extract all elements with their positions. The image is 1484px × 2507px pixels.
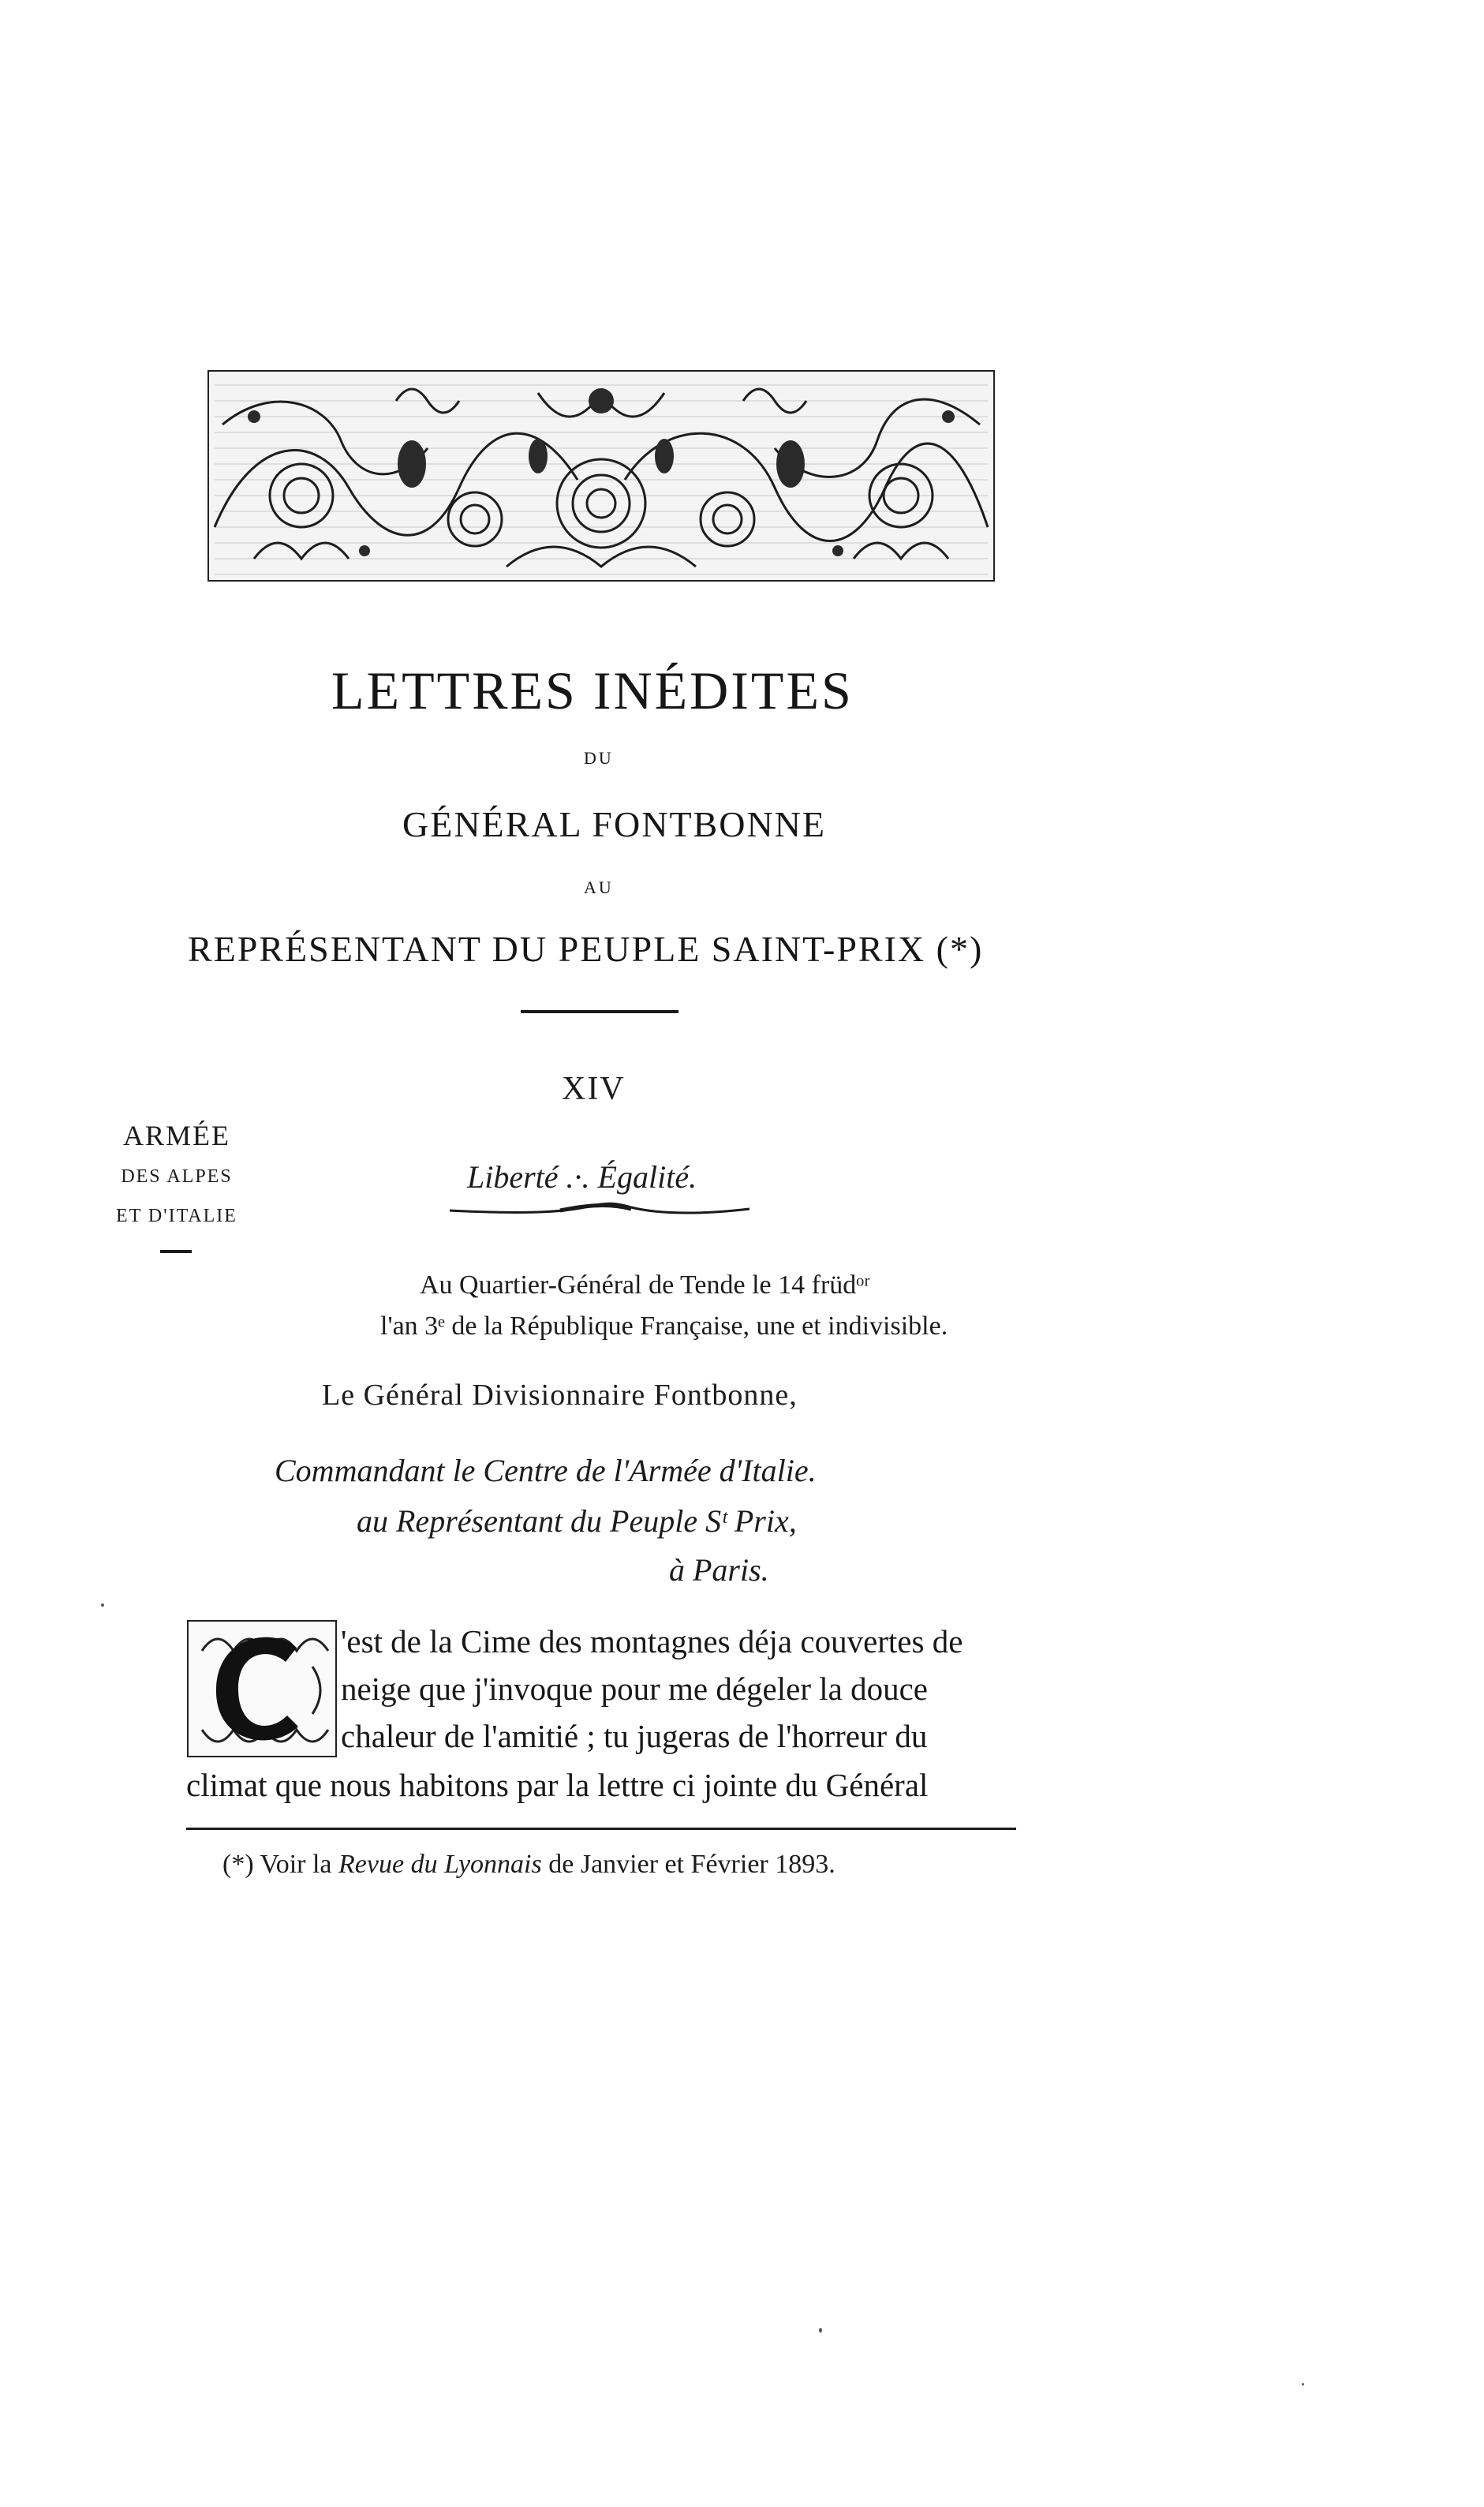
margin-note-line1: ARMÉE bbox=[123, 1120, 230, 1151]
dateline-year: l'an 3ᵉ de la République Française, une et indivisible. bbox=[380, 1311, 948, 1341]
motto-swash-ornament bbox=[442, 1196, 757, 1223]
footnote-journal: Revue du Lyonnais bbox=[338, 1850, 542, 1879]
motto: Liberté .·. Égalité. bbox=[467, 1159, 697, 1195]
margin-note-line3: ET D'ITALIE bbox=[116, 1206, 237, 1226]
title-general: GÉNÉRAL FONTBONNE bbox=[402, 804, 826, 844]
footnote-prefix: Voir la bbox=[260, 1850, 332, 1879]
body-line-4: climat que nous habitons par la lettre ci jointe du Général bbox=[186, 1767, 929, 1803]
title-divider-rule bbox=[521, 1010, 678, 1013]
page-title: LETTRES INÉDITES bbox=[331, 660, 854, 720]
section-number: XIV bbox=[562, 1071, 626, 1107]
footnote bbox=[222, 1850, 835, 1880]
footnote-rule bbox=[186, 1828, 1016, 1830]
margin-note-line2: DES ALPES bbox=[121, 1166, 233, 1187]
scan-speck bbox=[1302, 2383, 1304, 2385]
footnote-marker: (*) bbox=[222, 1850, 254, 1879]
title-connector-au: AU bbox=[584, 877, 614, 897]
margin-note-dash bbox=[160, 1250, 192, 1253]
title-representant: REPRÉSENTANT DU PEUPLE SAINT-PRIX (*) bbox=[188, 929, 984, 969]
body-line-2: neige que j'invoque pour me dégeler la douce bbox=[341, 1671, 928, 1707]
address-line1: Commandant le Centre de l'Armée d'Italie. bbox=[275, 1453, 817, 1488]
footnote-suffix: de Janvier et Février 1893. bbox=[548, 1850, 835, 1879]
address-line3: à Paris. bbox=[669, 1552, 769, 1588]
scan-speck bbox=[101, 1603, 104, 1607]
scan-speck bbox=[819, 2328, 822, 2333]
dateline-place: Au Quartier-Général de Tende le 14 früdᵒʳ bbox=[420, 1270, 870, 1300]
address-line2: au Représentant du Peuple Sᵗ Prix, bbox=[357, 1503, 797, 1539]
title-connector-du: DU bbox=[584, 748, 614, 768]
dropcap-c-ornament bbox=[186, 1619, 338, 1758]
body-line-3: chaleur de l'amitié ; tu jugeras de l'horreur du bbox=[341, 1718, 928, 1754]
body-line-1: 'est de la Cime des montagnes déja couvertes de bbox=[341, 1623, 963, 1659]
engraved-header-ornament bbox=[207, 369, 996, 582]
letter-sender: Le Général Divisionnaire Fontbonne, bbox=[322, 1379, 798, 1412]
